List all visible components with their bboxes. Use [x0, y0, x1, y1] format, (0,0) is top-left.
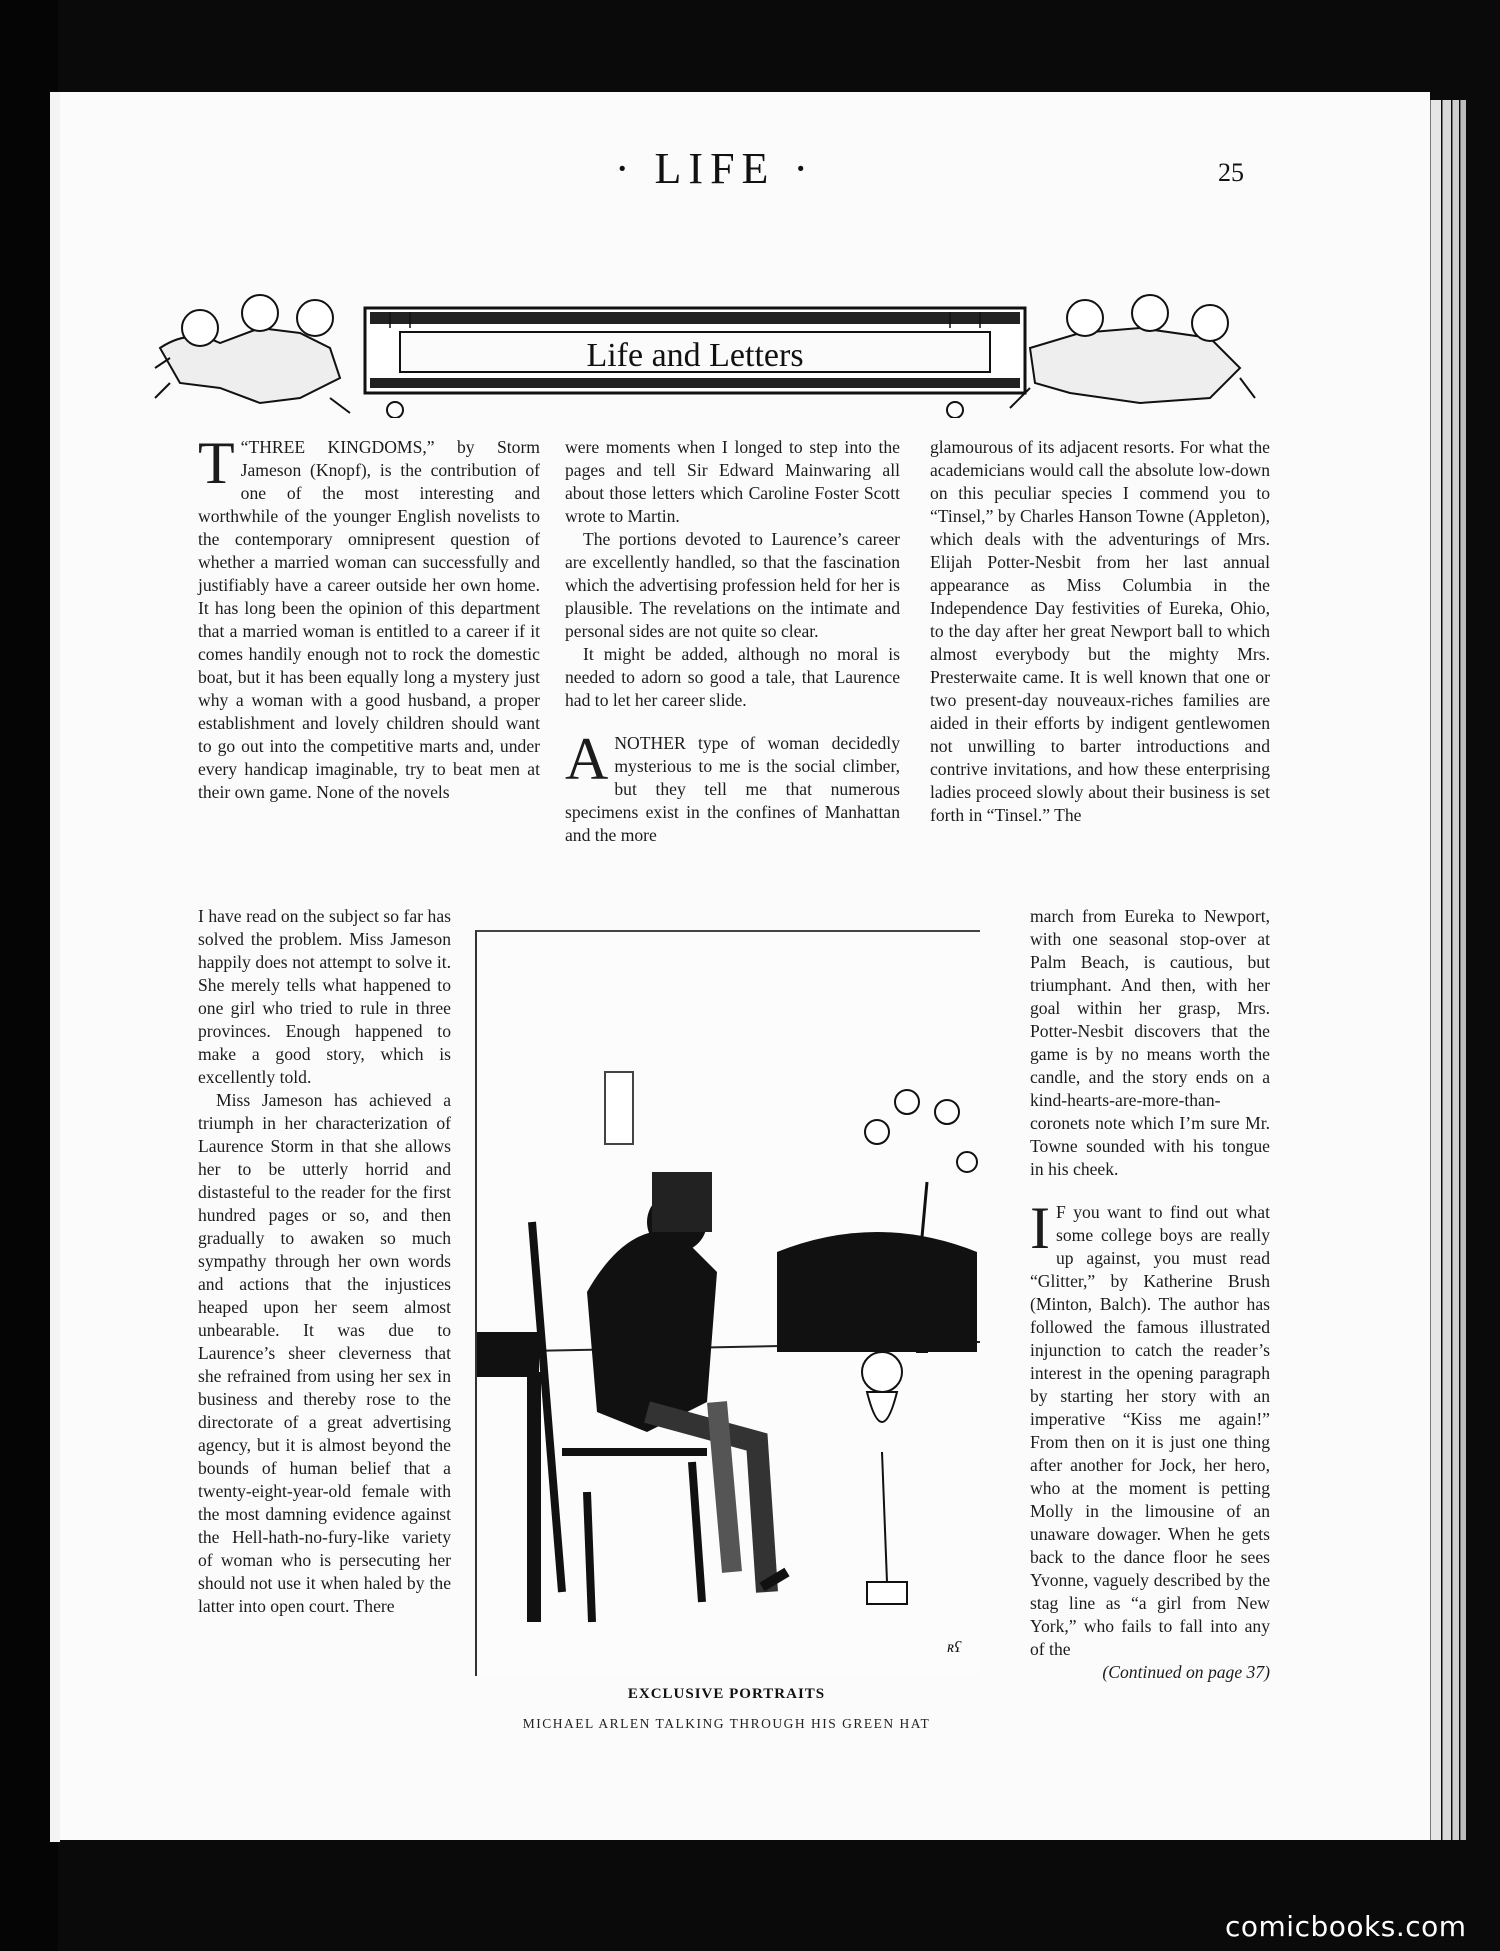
- paragraph: glamourous of its adjacent resorts. For what the academicians would call the absolute low-down on this peculiar species I commend you to “Tinsel,” by Charles Hanson Towne (Appleton), which deals with the adventurings of Mrs. Elijah Potter-Nesbit from her last annual appearance as Miss Columbia in the Independence Day festivities of Eureka, Ohio, to the day after her great Newport ball to which almost everybody but the mighty Mrs. Presterwaite came. It is well known that one or two present-day nouveaux-riches families are aided in their efforts by indigent gentlewomen not unwilling to barter introductions and contrive invitations, and how these enterprising ladies proceed slowly about their business is set forth in “Tinsel.” The: [930, 437, 1270, 825]
- page-edge: [1452, 100, 1459, 1840]
- drop-cap: T: [198, 430, 235, 496]
- illustration-caption: MICHAEL ARLEN TALKING THROUGH HIS GREEN HAT: [522, 1716, 931, 1731]
- paragraph: march from Eureka to Newport, with one seasonal stop-over at Palm Beach, is cautious, but triumphant. And then, with her goal within her grasp, Mrs. Potter-Nesbit discovers that the game is by no means worth the candle, and the story ends on a kind-hearts-are-more-than-coronets note which I’m sure Mr. Towne sounded with his tongue in his cheek.: [1030, 906, 1270, 1179]
- paragraph: “THREE KINGDOMS,” by Storm Jameson (Knopf), is the contribution of one of the most interesting and worthwhile of the younger English novelists to the contemporary omnipresent question of whether a married woman can successfully and justifiably have a career outside her own home. It has long been the opinion of this department that a married woman is entitled to a career if it comes handily enough not to rock the domestic boat, but it has been equally long a mystery just why a woman with a good husband, a proper establishment and lovely children should want to go out into the competitive marts and, under every handicap imaginable, try to beat men at their own game. None of the novels: [198, 437, 540, 802]
- seated-man-icon: [587, 1172, 787, 1592]
- page-number: 25: [1218, 158, 1244, 187]
- masthead: · LIFE ·: [614, 144, 816, 193]
- paragraph: The portions devoted to Laurence’s career are excellently handled, so that the fascination which the advertising profession held for her is plausible. The revelations on the intimate and personal sides are not quite so clear.: [565, 529, 900, 641]
- paragraph: Miss Jameson has achieved a triumph in her characterization of Laurence Storm in that she allows her to be utterly horrid and distasteful to the reader for the first hundred pages or so, and then gradually to awaken so much sympathy through her own words and actions that the injustices heaped upon her seem almost unbearable. It was due to Laurence’s sheer cleverness that she refrained from using her sex in business and thereby rose to the directorate of a great advertising agency, but it is almost beyond the bounds of human belief that a twenty-eight-year-old female with the most damning evidence against the Hell-hath-no-fury-like variety of woman who is persecuting her should not use it when haled by the latter into open court. There: [198, 1090, 451, 1616]
- paragraph: It might be added, although no moral is needed to adorn so good a tale, that Laurence had to let her career slide.: [565, 644, 900, 710]
- desk-icon: [477, 1332, 541, 1622]
- page-edge: [1442, 100, 1451, 1840]
- paragraph: were moments when I longed to step into the pages and tell Sir Edward Mainwaring all about those letters which Caroline Foster Scott wrote to Martin.: [565, 437, 900, 526]
- page-edge: [1430, 100, 1441, 1840]
- artist-signature: ʀʕ: [947, 1639, 961, 1656]
- page-edge: [1460, 100, 1466, 1840]
- cherub-group-right-icon: [1010, 295, 1255, 408]
- green-hat-icon: [652, 1172, 712, 1232]
- drop-cap: A: [565, 726, 609, 792]
- life-and-letters-banner: [150, 288, 1260, 418]
- cherub-group-left-icon: [155, 295, 350, 413]
- article-column-3: [930, 436, 1270, 827]
- banner-title: Life and Letters: [586, 337, 804, 374]
- cherub-statue-icon: [862, 1352, 907, 1604]
- article-column-3-narrow: [1030, 905, 1270, 1684]
- paragraph: NOTHER type of woman decidedly mysterious to me is the social climber, but they tell me that numerous specimens exist in the confines of Manhattan and the more: [565, 733, 900, 845]
- piano-icon: [777, 1232, 977, 1352]
- article-column-1-narrow: [198, 905, 451, 1618]
- cartoon-illustration: [475, 930, 980, 1676]
- paragraph: F you want to find out what some college boys are really up against, you must read “Glitter,” by Katherine Brush (Minton, Balch). The author has followed the famous illustrated injunction to catch the reader’s interest in the opening paragraph by starting her story with an imperative “Kiss me again!” From then on it is just one thing after another for Jock, her hero, who at the moment is petting Molly in the limousine of an unaware dowager. When he gets back to the dance floor he sees Yvonne, vaguely described by the stag line as “a girl from New York,” who fails to fall into any of the: [1030, 1202, 1270, 1659]
- article-column-1: [198, 430, 540, 804]
- illustration-caption-title: EXCLUSIVE PORTRAITS: [627, 1686, 826, 1702]
- site-watermark: comicbooks.com: [1225, 1910, 1467, 1943]
- wall-frame-icon: [605, 1072, 633, 1144]
- page-gutter: [50, 92, 60, 1842]
- drop-cap: I: [1030, 1195, 1050, 1261]
- continued-note: (Continued on page 37): [1102, 1662, 1270, 1682]
- article-column-2: [565, 436, 900, 847]
- paragraph: I have read on the subject so far has solved the problem. Miss Jameson happily does not attempt to solve it. She merely tells what happened to one girl who tried to rule in three provinces. Enough happened to make a good story, which is excellently told.: [198, 906, 451, 1087]
